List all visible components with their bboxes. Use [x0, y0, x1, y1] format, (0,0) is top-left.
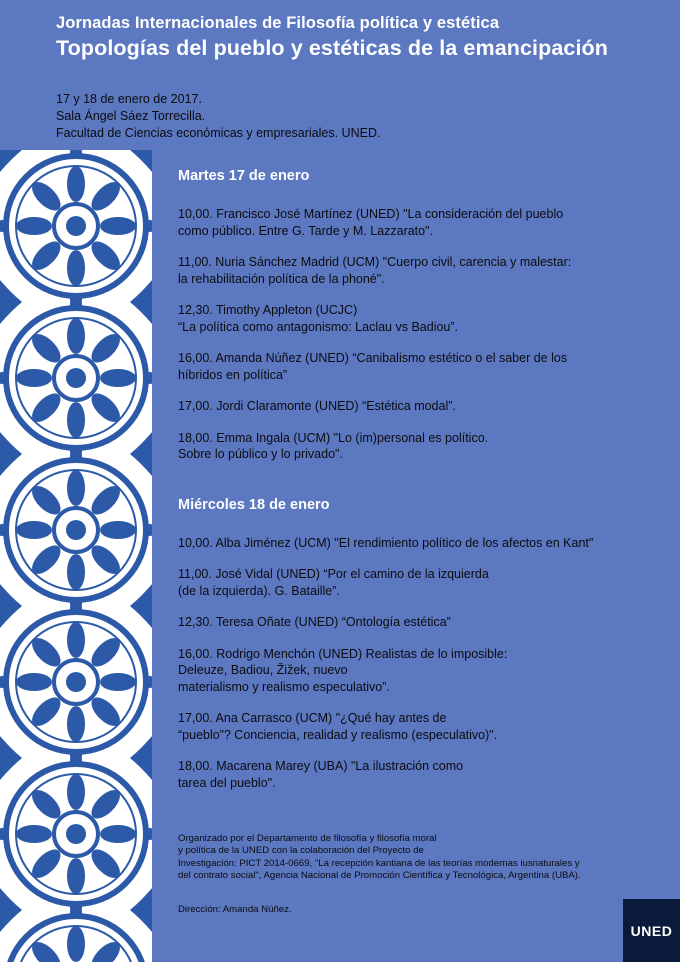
uned-logo: [623, 899, 680, 962]
event-item: 17,00. Jordi Claramonte (UNED) “Estética modal”.: [178, 399, 456, 413]
event-item: 16,00. Rodrigo Menchón (UNED) Realistas de lo imposible: Deleuze, Badiou, Žižek, nuevo materialismo y realismo especulativo”.: [178, 646, 508, 694]
direction-note: Dirección: Amanda Núñez.: [178, 904, 292, 915]
event-item: 16,00. Amanda Núñez (UNED) “Canibalismo estético o el saber de los híbridos en política”: [178, 351, 568, 382]
event-item: 10,00. Francisco José Martínez (UNED) "La consideración del pueblo como público. Entre G. Tarde y M. Lazzarato".: [178, 207, 564, 238]
event-title: Topologías del pueblo y estéticas de la emancipación: [56, 36, 609, 60]
event-item: 12,30. Teresa Oñate (UNED) “Ontología estética”: [178, 615, 451, 629]
event-item: 11,00. Nuria Sánchez Madrid (UCM) "Cuerpo civil, carencia y malestar: la rehabilitación política de la phoné".: [178, 255, 572, 286]
program: [178, 168, 658, 806]
organizer-note: Organizado por el Departamento de filosofía y filosofía moral y política de la UNED con la colaboración del Proyecto de Investigación: PICT 2014-0669, "La recepción kantiana de las teorías modernas iusnaturales y del contrato social", Agencia Nacional de Promoción Científica y Tecnológica, Argentina (UBA).: [178, 833, 581, 881]
azulejo-tile-pattern: [0, 150, 152, 962]
event-supertitle: Jornadas Internacionales de Filosofía política y estética: [56, 14, 500, 32]
event-item: 11,00. José Vidal (UNED) “Por el camino de la izquierda (de la izquierda). G. Bataille”.: [178, 567, 489, 598]
info-venue: Sala Ángel Sáez Torrecilla.: [56, 109, 206, 123]
event-item: 17,00. Ana Carrasco (UCM) "¿Qué hay antes de “pueblo”? Conciencia, realidad y realismo (especulativo)".: [178, 711, 498, 742]
wednesday-events: [178, 535, 658, 792]
event-info: [56, 91, 380, 142]
day-heading-tuesday: Martes 17 de enero: [178, 168, 310, 184]
logo-text: UNED: [630, 922, 673, 939]
event-item: 18,00. Emma Ingala (UCM) "Lo (im)personal es político. Sobre lo público y lo privado".: [178, 430, 489, 461]
info-faculty: Facultad de Ciencias económicas y empresariales. UNED.: [56, 126, 381, 140]
info-date: 17 y 18 de enero de 2017.: [56, 92, 202, 106]
event-item: 10,00. Alba Jiménez (UCM) "El rendimiento político de los afectos en Kant": [178, 535, 594, 550]
event-item: 12,30. Timothy Appleton (UCJC) “La política como antagonismo: Laclau vs Badiou”.: [178, 303, 459, 334]
event-item: 18,00. Macarena Marey (UBA) "La ilustración como tarea del pueblo".: [178, 759, 464, 790]
header: [56, 14, 608, 61]
day-heading-wednesday: Miércoles 18 de enero: [178, 496, 330, 513]
tuesday-events: [178, 206, 658, 463]
